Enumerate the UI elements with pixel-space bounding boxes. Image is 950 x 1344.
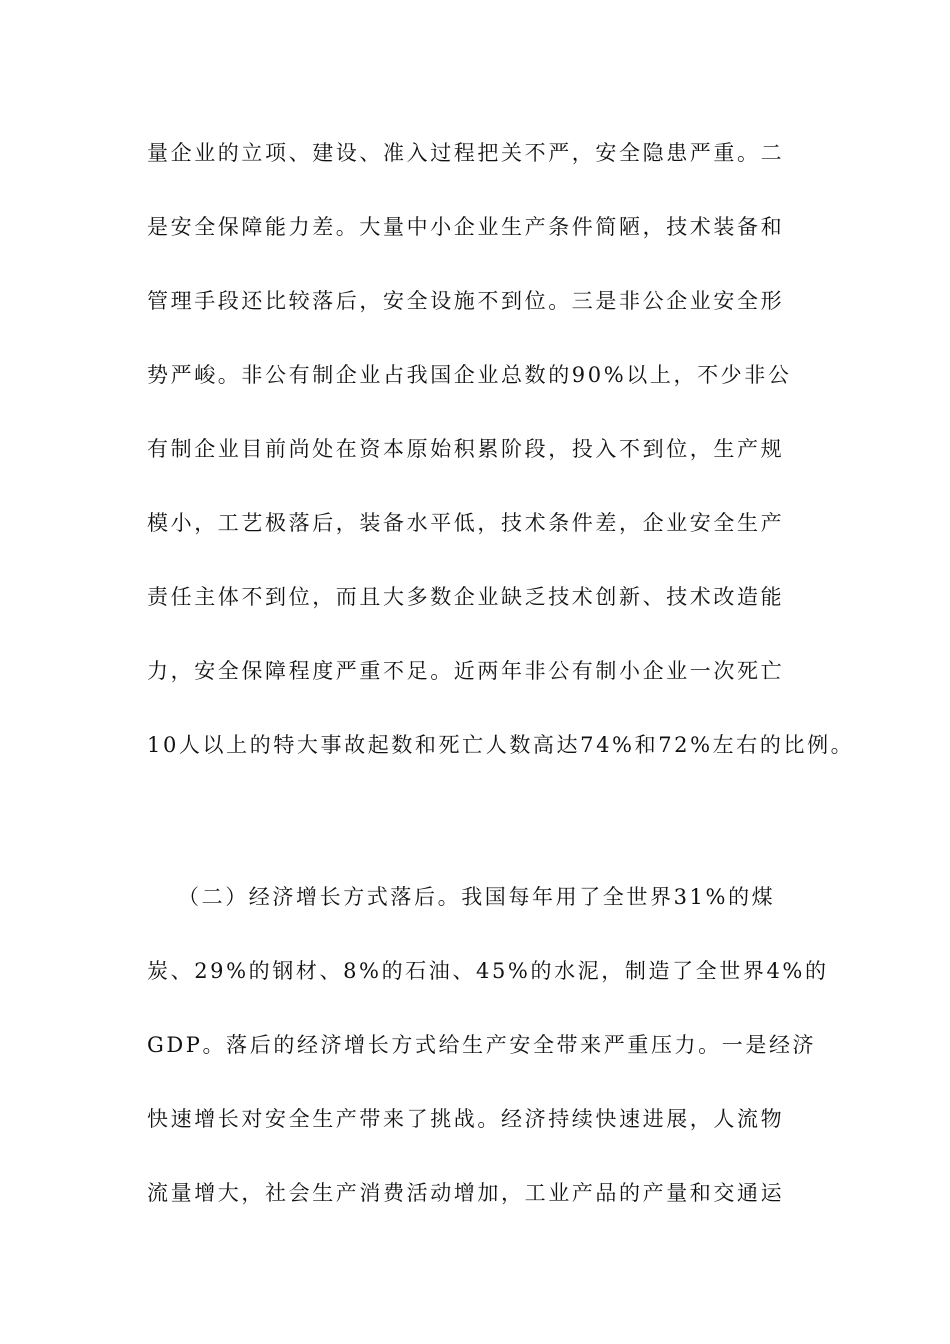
text-line: 有制企业目前尚处在资本原始积累阶段，投入不到位，生产规 bbox=[147, 437, 785, 461]
text-line: 管理手段还比较落后，安全设施不到位。三是非公企业安全形 bbox=[147, 289, 785, 313]
text-line: 炭、29%的钢材、8%的石油、45%的水泥，制造了全世界4%的 bbox=[147, 959, 829, 983]
text-line: 快速增长对安全生产带来了挑战。经济持续快速进展，人流物 bbox=[147, 1107, 785, 1131]
text-line: 势严峻。非公有制企业占我国企业总数的90%以上，不少非公 bbox=[147, 363, 792, 387]
text-line: GDP。落后的经济增长方式给生产安全带来严重压力。一是经济 bbox=[147, 1033, 817, 1057]
text-line: 流量增大，社会生产消费活动增加，工业产品的产量和交通运 bbox=[147, 1181, 785, 1205]
text-line: 10人以上的特大事故起数和死亡人数高达74%和72%左右的比例。 bbox=[147, 733, 855, 757]
text-line-indented: （二）经济增长方式落后。我国每年用了全世界31%的煤 bbox=[178, 885, 776, 909]
text-line: 是安全保障能力差。大量中小企业生产条件简陋，技术装备和 bbox=[147, 215, 785, 239]
text-line: 模小，工艺极落后，装备水平低，技术条件差，企业安全生产 bbox=[147, 511, 785, 535]
paragraph-enterprise-safety bbox=[147, 116, 855, 782]
paragraph-economic-growth bbox=[147, 860, 829, 1230]
text-line: 责任主体不到位，而且大多数企业缺乏技术创新、技术改造能 bbox=[147, 585, 785, 609]
text-line: 力，安全保障程度严重不足。近两年非公有制小企业一次死亡 bbox=[147, 659, 785, 683]
text-line: 量企业的立项、建设、准入过程把关不严，安全隐患严重。二 bbox=[147, 141, 785, 165]
